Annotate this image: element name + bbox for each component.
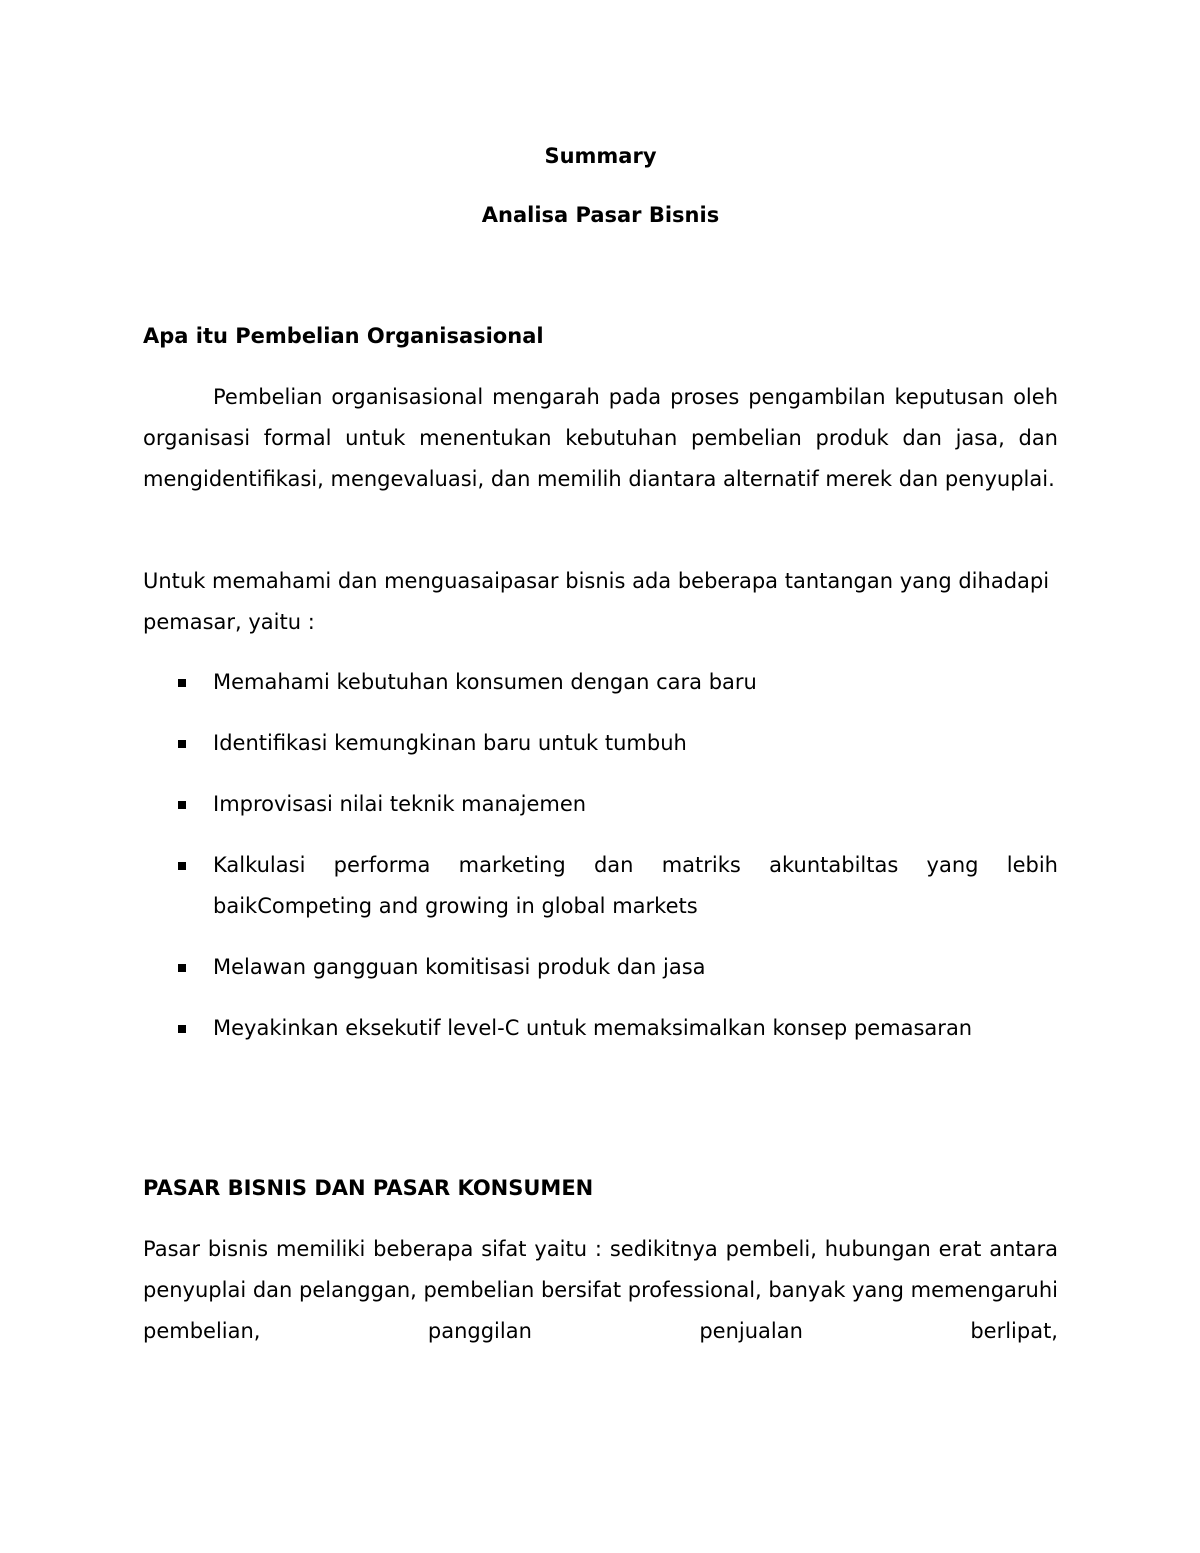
square-bullet-icon — [178, 862, 186, 870]
list-item-text: Kalkulasi performa marketing dan matriks akuntabiltas yang lebih baikCompeting and growing in global markets — [213, 853, 1058, 918]
document-title: Summary — [544, 144, 657, 168]
document-subtitle: Analisa Pasar Bisnis — [481, 203, 720, 227]
list-item-text: Melawan gangguan komitisasi produk dan jasa — [213, 955, 706, 979]
list-item — [143, 784, 1058, 825]
square-bullet-icon — [178, 679, 186, 687]
challenges-list — [143, 662, 1058, 1069]
square-bullet-icon — [178, 1025, 186, 1033]
list-item-text: Improvisasi nilai teknik manajemen — [213, 792, 587, 816]
section-heading-pembelian-organisasional: Apa itu Pembelian Organisasional — [143, 324, 544, 348]
list-item-text: Meyakinkan eksekutif level-C untuk memaksimalkan konsep pemasaran — [213, 1016, 973, 1040]
list-item-text: Identifikasi kemungkinan baru untuk tumbuh — [213, 731, 687, 755]
paragraph-challenges-intro: Untuk memahami dan menguasaipasar bisnis ada beberapa tantangan yang dihadapi pemasar, yaitu : — [143, 569, 1050, 634]
paragraph-definition: Pembelian organisasional mengarah pada proses pengambilan keputusan oleh organisasi formal untuk menentukan kebutuhan pembelian produk dan jasa, dan mengidentifikasi, mengevaluasi, dan memilih diantara alternatif merek dan penyuplai. — [143, 385, 1058, 491]
list-item — [143, 662, 1058, 703]
square-bullet-icon — [178, 964, 186, 972]
section-heading-pasar-bisnis-konsumen: PASAR BISNIS DAN PASAR KONSUMEN — [143, 1176, 594, 1200]
square-bullet-icon — [178, 801, 186, 809]
list-item — [143, 1008, 1058, 1049]
list-item — [143, 947, 1058, 988]
list-item — [143, 723, 1058, 764]
square-bullet-icon — [178, 740, 186, 748]
list-item-text: Memahami kebutuhan konsumen dengan cara baru — [213, 670, 757, 694]
paragraph-business-market-traits: Pasar bisnis memiliki beberapa sifat yaitu : sedikitnya pembeli, hubungan erat antara penyuplai dan pelanggan, pembelian bersifat professional, banyak yang memengaruhi pembelian, panggilan penjualan berlipat, — [143, 1237, 1058, 1343]
list-item — [143, 845, 1058, 927]
